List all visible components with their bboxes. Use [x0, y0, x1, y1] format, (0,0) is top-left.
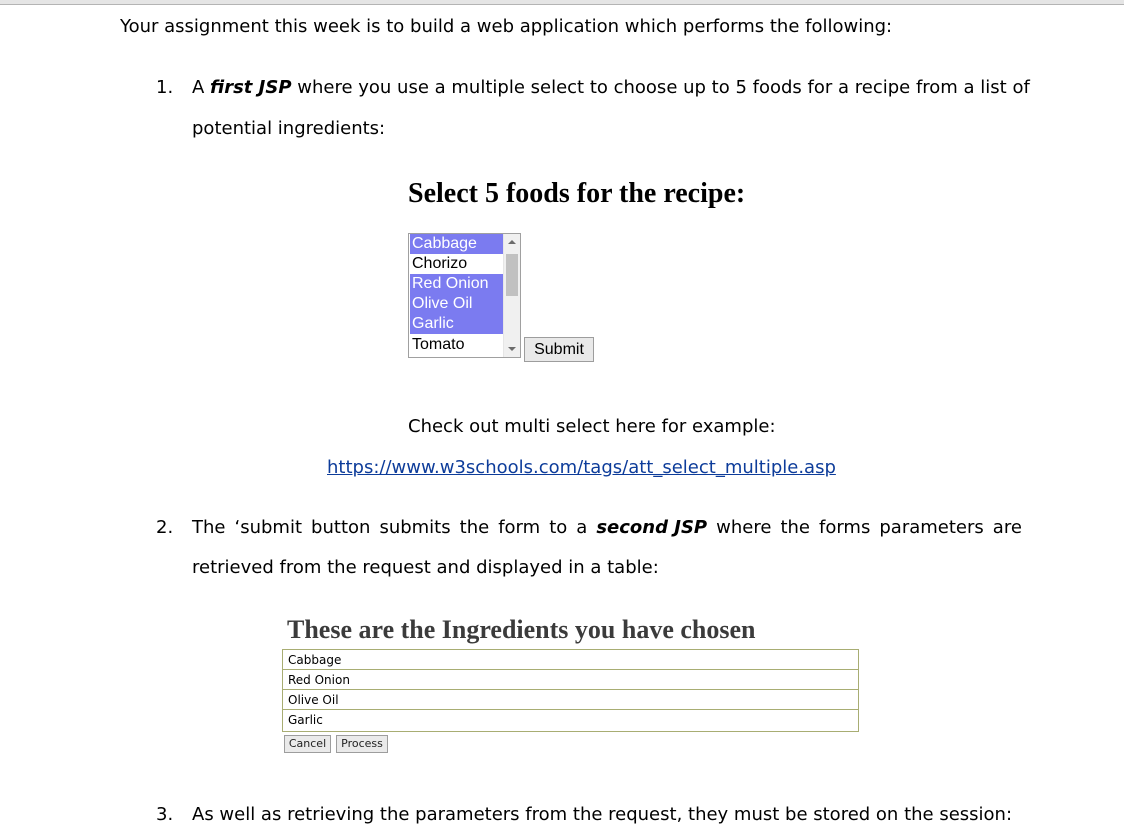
item2-word: to: [549, 517, 568, 538]
item1-line2: potential ingredients:: [192, 118, 386, 139]
table-row: Olive Oil: [283, 690, 858, 710]
list-number-1: 1.: [156, 77, 174, 98]
food-option[interactable]: Tomato: [412, 336, 465, 353]
foods-multiselect[interactable]: [408, 233, 521, 358]
scroll-down-arrow-icon[interactable]: [508, 347, 516, 351]
item2-word: submits: [379, 517, 451, 538]
scrollbar-thumb[interactable]: [506, 254, 518, 296]
item1-after: where you use a multiple select to choose up to 5 foods for a recipe from a list of: [291, 77, 1030, 98]
item1-emphasis: first JSP: [210, 77, 292, 98]
item2-word: parameters: [879, 517, 984, 538]
item3-line1: As well as retrieving the parameters from the request, they must be stored on the session:: [192, 804, 1013, 825]
item2-word: ‘submit: [234, 517, 303, 538]
item2-word: The: [192, 517, 226, 538]
item2-word: are: [992, 517, 1022, 538]
item2-word: form: [498, 517, 541, 538]
table-row: Cabbage: [283, 650, 858, 670]
select-foods-heading: Select 5 foods for the recipe:: [408, 178, 746, 209]
item2-line1: [192, 517, 1022, 539]
process-button[interactable]: Process: [336, 735, 388, 753]
item2-word: a: [576, 517, 588, 538]
list-number-3: 3.: [156, 804, 174, 825]
page-top-divider: [0, 4, 1124, 5]
intro-paragraph: Your assignment this week is to build a web application which performs the following:: [120, 16, 893, 37]
table-row: Garlic: [288, 713, 323, 727]
ingredients-heading: These are the Ingredients you have chosen: [287, 615, 756, 644]
table-row: Red Onion: [283, 670, 858, 690]
food-option[interactable]: Garlic: [410, 314, 505, 334]
item1-line1: [192, 77, 1030, 99]
food-option[interactable]: Cabbage: [410, 234, 505, 254]
submit-button[interactable]: Submit: [524, 337, 594, 362]
item2-word: the: [459, 517, 490, 538]
item2-word: where: [716, 517, 772, 538]
list-number-2: 2.: [156, 517, 174, 538]
item2-emphasis: second JSP: [596, 517, 708, 538]
ingredients-table: [282, 649, 859, 732]
food-option[interactable]: Chorizo: [412, 255, 468, 272]
item2-word: the: [780, 517, 810, 538]
cancel-button[interactable]: Cancel: [284, 735, 331, 753]
item2-word: forms: [819, 517, 871, 538]
example-link[interactable]: https://www.w3schools.com/tags/att_select_multiple.asp: [327, 457, 836, 478]
item2-line2: retrieved from the request and displayed in a table:: [192, 557, 659, 578]
food-option[interactable]: Olive Oil: [410, 294, 505, 314]
food-option[interactable]: Red Onion: [410, 274, 505, 294]
scroll-up-arrow-icon[interactable]: [508, 240, 516, 244]
item2-word: button: [311, 517, 371, 538]
listbox-scrollbar[interactable]: [503, 234, 520, 357]
item1-before: A: [192, 77, 211, 98]
example-text: Check out multi select here for example:: [408, 416, 776, 437]
